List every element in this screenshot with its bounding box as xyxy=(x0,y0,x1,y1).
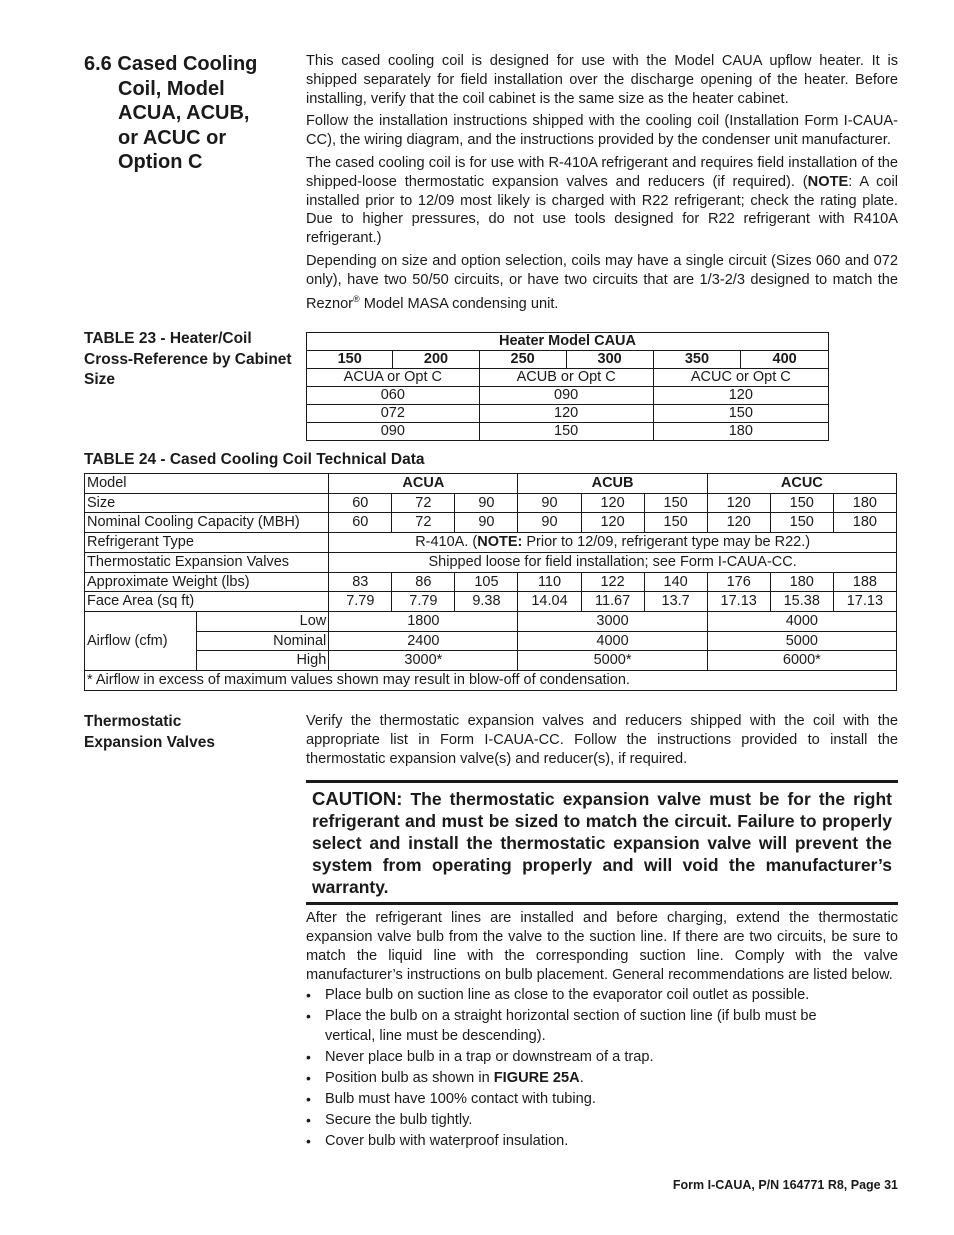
caution-text: The thermostatic expansion valve must be for the right refrigerant and must be sized to match the circuit. Failure to properly select and install the thermostatic expansion valve will prevent the system from operating properly and will void the manufacturer’s warranty. xyxy=(312,789,892,897)
table-header: Heater Model CAUA xyxy=(307,333,829,351)
table-cell: 15.38 xyxy=(770,592,833,612)
table-cell: 150 xyxy=(644,513,707,533)
row-label: Thermostatic Expansion Valves xyxy=(85,552,329,572)
table-cell: 60 xyxy=(329,493,392,513)
tev-heading: Thermostatic Expansion Valves xyxy=(84,713,215,751)
bulb-recommendations-list xyxy=(306,986,866,1153)
table-cell: 105 xyxy=(455,572,518,592)
table-cell: 180 xyxy=(653,423,828,441)
table-cell: 140 xyxy=(644,572,707,592)
table-cell: 17.13 xyxy=(707,592,770,612)
table-cell: 14.04 xyxy=(518,592,581,612)
row-label: Approximate Weight (lbs) xyxy=(85,572,329,592)
table-cell: 17.13 xyxy=(833,592,896,612)
row-label: Size xyxy=(85,493,329,513)
table-cell: 90 xyxy=(455,513,518,533)
table-cell: 6000* xyxy=(707,651,896,671)
page-footer: Form I-CAUA, P/N 164771 R8, Page 31 xyxy=(672,1178,898,1192)
table-cell: 120 xyxy=(581,513,644,533)
table-row xyxy=(307,423,829,441)
caution-box xyxy=(306,780,898,905)
airflow-level: Nominal xyxy=(197,631,329,651)
table-row xyxy=(85,533,897,553)
table-cell: 150 xyxy=(644,493,707,513)
row-label: Nominal Cooling Capacity (MBH) xyxy=(85,513,329,533)
table-cell: 4000 xyxy=(518,631,707,651)
intro-paragraph: Follow the installation instructions shipped with the cooling coil (Installation Form I-CAUA-CC), the wiring diagram, and the instructions provided by the condenser unit manufacturer. xyxy=(306,113,898,149)
figure-reference: FIGURE 25A xyxy=(493,1069,580,1086)
table-cell: 90 xyxy=(518,513,581,533)
table-row xyxy=(85,513,897,533)
table-cell: Shipped loose for field installation; see Form I-CAUA-CC. xyxy=(329,552,897,572)
bulb-placement-text: After the refrigerant lines are installed and before charging, extend the thermostatic expansion valve bulb from the valve to the suction line. If there are two circuits, be sure to match the liquid line with the corresponding suction line. Comply with the valve manufacturer’s instructions on bulb placement. General recommendations are listed below. xyxy=(306,910,898,983)
airflow-level: Low xyxy=(197,611,329,631)
table-cell: 180 xyxy=(833,493,896,513)
table-cell: 90 xyxy=(518,493,581,513)
registered-mark: ® xyxy=(353,293,360,304)
table-cell: ACUC xyxy=(707,474,896,494)
section-title-line: Coil, Model xyxy=(118,77,225,100)
intro-paragraph: The cased cooling coil is for use with R-410A refrigerant and requires field installation of the shipped-loose thermostatic expansion valves and reducers (if required). (NOTE: A coil installed prior to 12/09 most likely is charged with R22 refrigerant; check the rating plate. Due to higher pressures, do not use tools designed for R22 refrigerant with R410A refrigerant.) xyxy=(306,154,898,247)
table-cell: 180 xyxy=(770,572,833,592)
table-row xyxy=(85,572,897,592)
table-footnote: * Airflow in excess of maximum values shown may result in blow-off of condensation. xyxy=(85,671,897,691)
list-item: • Never place bulb in a trap or downstream of a trap. xyxy=(306,1048,654,1065)
table-cell: 122 xyxy=(581,572,644,592)
table-24 xyxy=(84,473,897,691)
section-title-line: Option C xyxy=(118,151,203,173)
table-cell: 5000 xyxy=(707,631,896,651)
table-cell: 120 xyxy=(479,405,653,423)
table-cell: 2400 xyxy=(329,631,518,651)
section-title-line: Cased Cooling xyxy=(117,53,258,75)
airflow-level: High xyxy=(197,651,329,671)
section-title-line: ACUA, ACUB, xyxy=(118,102,250,124)
table-cell: 13.7 xyxy=(644,592,707,612)
table-cell: 3000* xyxy=(329,651,518,671)
table-cell: 200 xyxy=(393,351,479,369)
table-cell: 176 xyxy=(707,572,770,592)
table-cell: ACUA xyxy=(329,474,518,494)
table-cell: 110 xyxy=(518,572,581,592)
section-title xyxy=(84,52,284,175)
table-cell: 400 xyxy=(741,351,829,369)
table-cell: 060 xyxy=(307,387,480,405)
intro-paragraph: This cased cooling coil is designed for use with the Model CAUA upflow heater. It is shipped separately for field installation over the discharge opening of the heater. Before installing, verify that the coil cabinet is the same size as the heater cabinet. xyxy=(306,53,898,107)
caution-label: CAUTION: xyxy=(312,788,403,809)
list-item: • Place the bulb on a straight horizontal section of suction line (if bulb must be vertical, line must be descending). xyxy=(306,1008,817,1044)
table-23-caption: TABLE 23 - Heater/Coil Cross-Reference by Cabinet Size xyxy=(84,330,292,388)
table-cell: 120 xyxy=(581,493,644,513)
tev-text: Verify the thermostatic expansion valves and reducers shipped with the coil with the appropriate list in Form I-CAUA-CC. Follow the instructions provided to install the thermostatic expansion valve(s) and reducer(s), if required. xyxy=(306,713,898,767)
row-label: Airflow (cfm) xyxy=(85,611,197,670)
table-row xyxy=(85,474,897,494)
row-label: Refrigerant Type xyxy=(85,533,329,553)
table-cell: 250 xyxy=(479,351,566,369)
table-cell: 120 xyxy=(707,493,770,513)
table-cell: ACUB xyxy=(518,474,707,494)
table-24-caption: TABLE 24 - Cased Cooling Coil Technical Data xyxy=(84,451,425,468)
table-cell: 7.79 xyxy=(329,592,392,612)
note-label: NOTE: xyxy=(477,534,523,551)
table-cell: 5000* xyxy=(518,651,707,671)
table-row xyxy=(85,493,897,513)
table-cell: 120 xyxy=(707,513,770,533)
table-cell: R-410A. (NOTE: Prior to 12/09, refrigerant type may be R22.) xyxy=(329,533,897,553)
table-cell: 150 xyxy=(770,513,833,533)
table-cell: 7.79 xyxy=(392,592,455,612)
intro-paragraph: Depending on size and option selection, coils may have a single circuit (Sizes 060 and 072 only), have two 50/50 circuits, or have two circuits that are 1/3-2/3 designed to match the Reznor® Model MASA condensing unit. xyxy=(306,252,898,312)
list-item: • Secure the bulb tightly. xyxy=(306,1111,473,1128)
table-cell: ACUB or Opt C xyxy=(479,369,653,387)
table-cell: 86 xyxy=(392,572,455,592)
table-row xyxy=(85,611,897,631)
table-row xyxy=(85,631,897,651)
table-row xyxy=(85,552,897,572)
section-number: 6.6 xyxy=(84,53,112,75)
table-row xyxy=(307,387,829,405)
table-cell: 150 xyxy=(770,493,833,513)
table-cell: 4000 xyxy=(707,611,896,631)
row-label: Model xyxy=(85,474,329,494)
intro-text xyxy=(306,52,898,313)
table-cell: 090 xyxy=(307,423,480,441)
table-cell: 60 xyxy=(329,513,392,533)
table-row xyxy=(85,592,897,612)
table-cell: 090 xyxy=(479,387,653,405)
table-cell: 072 xyxy=(307,405,480,423)
list-item: • Place bulb on suction line as close to the evaporator coil outlet as possible. xyxy=(306,987,810,1003)
table-cell: 150 xyxy=(653,405,828,423)
table-cell: 90 xyxy=(455,493,518,513)
table-cell: ACUC or Opt C xyxy=(653,369,828,387)
table-row xyxy=(85,671,897,691)
section-title-line: or ACUC or xyxy=(118,126,227,149)
table-cell: 72 xyxy=(392,493,455,513)
table-cell: 72 xyxy=(392,513,455,533)
table-row xyxy=(307,405,829,423)
table-23 xyxy=(306,332,829,441)
table-cell: 180 xyxy=(833,513,896,533)
table-cell: 300 xyxy=(566,351,653,369)
table-cell: 3000 xyxy=(518,611,707,631)
row-label: Face Area (sq ft) xyxy=(85,592,329,612)
table-cell: 1800 xyxy=(329,611,518,631)
table-cell: 11.67 xyxy=(581,592,644,612)
table-cell: 120 xyxy=(653,387,828,405)
note-label: NOTE xyxy=(807,173,849,190)
table-cell: 83 xyxy=(329,572,392,592)
table-cell: 188 xyxy=(833,572,896,592)
list-item: • Bulb must have 100% contact with tubing. xyxy=(306,1090,596,1107)
table-cell: 150 xyxy=(307,351,393,369)
table-cell: ACUA or Opt C xyxy=(307,369,480,387)
table-cell: 9.38 xyxy=(455,592,518,612)
list-item: • Cover bulb with waterproof insulation. xyxy=(306,1133,569,1150)
table-cell: 350 xyxy=(653,351,741,369)
list-item: • Position bulb as shown in FIGURE 25A. xyxy=(306,1069,584,1086)
table-row xyxy=(85,651,897,671)
table-cell: 150 xyxy=(479,423,653,441)
